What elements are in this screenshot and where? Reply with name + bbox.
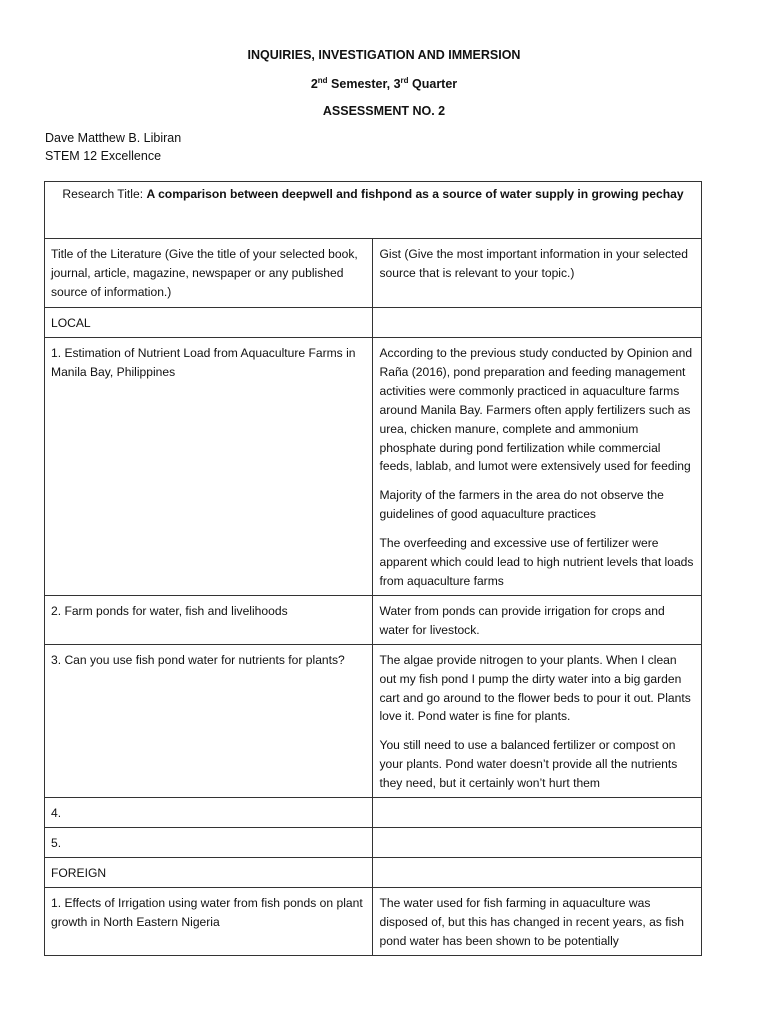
literature-gist — [373, 595, 702, 644]
gist-paragraph: The overfeeding and excessive use of fertilizer were apparent which could lead to high nutrient levels that loads from aquaculture farms — [379, 536, 694, 588]
quarter-superscript: rd — [400, 75, 409, 85]
literature-row — [45, 644, 702, 797]
course-title: INQUIRIES, INVESTIGATION AND IMMERSION — [247, 48, 521, 62]
column-header-gist: Gist (Give the most important information in your selected source that is relevant to your topic.) — [373, 239, 702, 308]
gist-paragraph: Water from ponds can provide irrigation for crops and water for livestock. — [379, 603, 665, 637]
local-rows — [45, 338, 702, 858]
quarter-number: 3 — [393, 77, 401, 91]
literature-table — [44, 181, 702, 956]
assessment-title: ASSESSMENT NO. 2 — [322, 104, 446, 118]
research-title-row — [45, 182, 702, 239]
research-title-cell — [45, 182, 702, 239]
literature-gist — [373, 888, 702, 956]
research-title-label: Research Title: — [62, 187, 147, 201]
literature-row — [45, 888, 702, 956]
gist-paragraph: Majority of the farmers in the area do not observe the guidelines of good aquaculture practices — [379, 488, 664, 522]
foreign-label: FOREIGN — [45, 858, 373, 888]
student-section: STEM 12 Excellence — [45, 149, 162, 163]
literature-title: 5. — [45, 828, 373, 858]
semester-quarter-line — [0, 77, 768, 91]
empty-cell — [373, 858, 702, 888]
literature-title: 1. Effects of Irrigation using water from fish ponds on plant growth in North Eastern Nigeria — [45, 888, 373, 956]
literature-row — [45, 828, 702, 858]
column-header-row — [45, 239, 702, 308]
semester-superscript: nd — [317, 75, 328, 85]
literature-title: 4. — [45, 798, 373, 828]
semester-number: 2 — [310, 77, 318, 91]
empty-cell — [373, 308, 702, 338]
gist-paragraph: According to the previous study conducted by Opinion and Raña (2016), pond preparation and feeding management activities were commonly practiced in aquaculture farms around Manila Bay. Farmers often apply fertilizers such as urea, chicken manure, complete and ammonium phosphate during pond fertilization while commercial feeds, lablab, and lumot were extensively used for feeding — [379, 346, 693, 474]
literature-row — [45, 595, 702, 644]
student-name: Dave Matthew B. Libiran — [45, 131, 182, 145]
literature-gist — [373, 644, 702, 797]
literature-row — [45, 798, 702, 828]
column-header-title: Title of the Literature (Give the title of your selected book, journal, article, magazine, newspaper or any published source of information.) — [45, 239, 373, 308]
literature-row — [45, 338, 702, 596]
literature-gist — [373, 798, 702, 828]
literature-title: 2. Farm ponds for water, fish and livelihoods — [45, 595, 373, 644]
literature-gist — [373, 828, 702, 858]
gist-paragraph: You still need to use a balanced fertilizer or compost on your plants. Pond water doesn’t provide all the nutrients they need, but it certainly won’t hurt them — [379, 738, 678, 791]
literature-title: 1. Estimation of Nutrient Load from Aquaculture Farms in Manila Bay, Philippines — [45, 338, 373, 596]
literature-title: 3. Can you use fish pond water for nutrients for plants? — [45, 644, 373, 797]
local-section-row — [45, 308, 702, 338]
semester-word: Semester, — [327, 77, 394, 91]
research-title: A comparison between deepwell and fishpond as a source of water supply in growing pechay — [146, 187, 684, 201]
foreign-section-row — [45, 858, 702, 888]
foreign-rows — [45, 888, 702, 956]
gist-paragraph: The algae provide nitrogen to your plants. When I clean out my fish pond I pump the dirty water into a big garden cart and go around to the flower beds to pour it out. Plants love it. Pond water is fine for plants. — [379, 652, 691, 724]
local-label: LOCAL — [45, 308, 373, 338]
quarter-word: Quarter — [408, 77, 458, 91]
literature-gist — [373, 338, 702, 596]
gist-paragraph: The water used for fish farming in aquaculture was disposed of, but this has changed in recent years, as fish pond water has been shown to be potentially — [379, 896, 685, 948]
